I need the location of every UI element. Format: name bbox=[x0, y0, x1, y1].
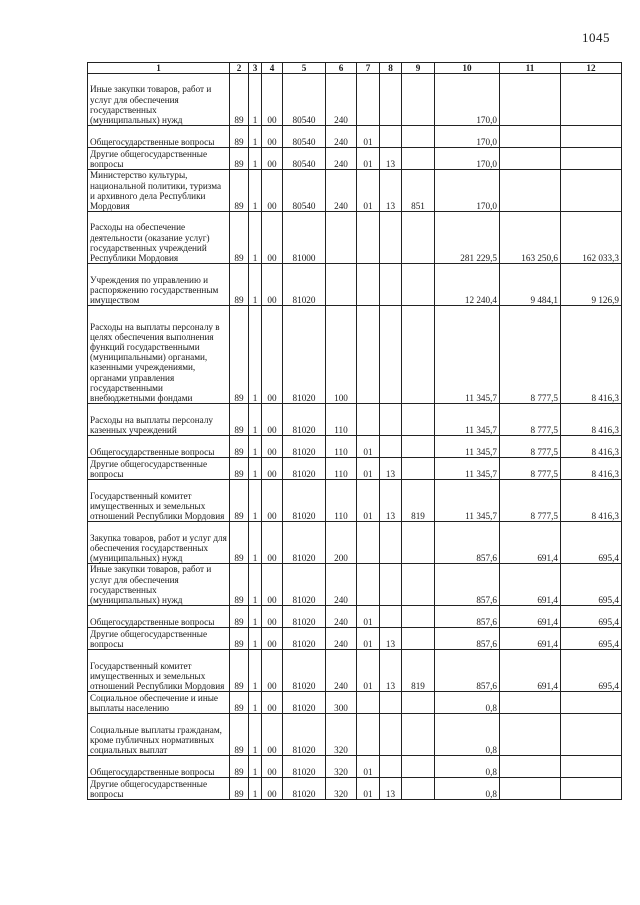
column-header: 5 bbox=[283, 63, 326, 74]
subsection-code-cell bbox=[380, 714, 402, 756]
department-cell bbox=[402, 714, 435, 756]
department-cell bbox=[402, 564, 435, 606]
subsection-cell: 00 bbox=[262, 714, 283, 756]
section-cell: 1 bbox=[249, 650, 262, 692]
amount-col12-cell: 695,4 bbox=[561, 650, 622, 692]
column-header: 11 bbox=[500, 63, 561, 74]
amount-col12-cell bbox=[561, 170, 622, 212]
amount-col10-cell: 11 345,7 bbox=[435, 404, 500, 436]
amount-col10-cell: 170,0 bbox=[435, 170, 500, 212]
target-article-cell: 81020 bbox=[283, 606, 326, 628]
subsection-cell: 00 bbox=[262, 126, 283, 148]
amount-col11-cell: 8 777,5 bbox=[500, 480, 561, 522]
amount-col11-cell bbox=[500, 74, 561, 126]
amount-col12-cell bbox=[561, 148, 622, 170]
table-row bbox=[88, 522, 622, 564]
amount-col11-cell: 691,4 bbox=[500, 650, 561, 692]
target-article-cell: 80540 bbox=[283, 170, 326, 212]
amount-col12-cell: 695,4 bbox=[561, 522, 622, 564]
amount-col10-cell: 0,8 bbox=[435, 714, 500, 756]
amount-col11-cell: 163 250,6 bbox=[500, 212, 561, 264]
expense-type-cell: 240 bbox=[326, 650, 357, 692]
amount-col11-cell bbox=[500, 692, 561, 714]
subsection-cell: 00 bbox=[262, 628, 283, 650]
amount-col12-cell: 695,4 bbox=[561, 564, 622, 606]
expense-type-cell: 100 bbox=[326, 306, 357, 404]
section-code-cell bbox=[357, 564, 380, 606]
column-header: 9 bbox=[402, 63, 435, 74]
target-article-cell: 81020 bbox=[283, 564, 326, 606]
subsection-code-cell: 13 bbox=[380, 480, 402, 522]
grbs-cell: 89 bbox=[230, 458, 249, 480]
section-code-cell: 01 bbox=[357, 126, 380, 148]
expense-type-cell: 200 bbox=[326, 522, 357, 564]
section-code-cell: 01 bbox=[357, 170, 380, 212]
table-row bbox=[88, 692, 622, 714]
amount-col10-cell: 857,6 bbox=[435, 606, 500, 628]
section-cell: 1 bbox=[249, 628, 262, 650]
target-article-cell: 81020 bbox=[283, 628, 326, 650]
amount-col10-cell: 170,0 bbox=[435, 74, 500, 126]
amount-col10-cell: 11 345,7 bbox=[435, 436, 500, 458]
amount-col11-cell bbox=[500, 714, 561, 756]
amount-col10-cell: 170,0 bbox=[435, 126, 500, 148]
amount-col12-cell bbox=[561, 756, 622, 778]
section-cell: 1 bbox=[249, 74, 262, 126]
amount-col10-cell: 0,8 bbox=[435, 692, 500, 714]
amount-col11-cell: 8 777,5 bbox=[500, 436, 561, 458]
grbs-cell: 89 bbox=[230, 148, 249, 170]
row-name-cell: Государственный комитет имущественных и земельных отношений Республики Мордовия bbox=[88, 480, 230, 522]
amount-col12-cell bbox=[561, 692, 622, 714]
amount-col11-cell: 691,4 bbox=[500, 522, 561, 564]
row-name-cell: Социальные выплаты гражданам, кроме публичных нормативных социальных выплат bbox=[88, 714, 230, 756]
amount-col12-cell: 695,4 bbox=[561, 628, 622, 650]
expense-type-cell: 110 bbox=[326, 458, 357, 480]
subsection-code-cell bbox=[380, 564, 402, 606]
department-cell bbox=[402, 692, 435, 714]
department-cell bbox=[402, 522, 435, 564]
section-code-cell: 01 bbox=[357, 778, 380, 800]
row-name-cell: Другие общегосударственные вопросы bbox=[88, 778, 230, 800]
target-article-cell: 81020 bbox=[283, 714, 326, 756]
target-article-cell: 81020 bbox=[283, 692, 326, 714]
row-name-cell: Расходы на выплаты персоналу в целях обеспечения выполнения функций государственными (муниципальными) органами, казенными учреждениями, органами управления государственными внебюджетными фондами bbox=[88, 306, 230, 404]
table-row bbox=[88, 74, 622, 126]
section-code-cell: 01 bbox=[357, 628, 380, 650]
table-row bbox=[88, 264, 622, 306]
expense-type-cell bbox=[326, 212, 357, 264]
target-article-cell: 80540 bbox=[283, 126, 326, 148]
table-row bbox=[88, 436, 622, 458]
department-cell bbox=[402, 264, 435, 306]
amount-col11-cell bbox=[500, 170, 561, 212]
subsection-code-cell bbox=[380, 756, 402, 778]
column-header: 4 bbox=[262, 63, 283, 74]
subsection-cell: 00 bbox=[262, 436, 283, 458]
subsection-cell: 00 bbox=[262, 306, 283, 404]
row-name-cell: Министерство культуры, национальной политики, туризма и архивного дела Республики Мордовия bbox=[88, 170, 230, 212]
amount-col11-cell bbox=[500, 778, 561, 800]
table-row bbox=[88, 480, 622, 522]
subsection-cell: 00 bbox=[262, 480, 283, 522]
section-code-cell: 01 bbox=[357, 606, 380, 628]
section-code-cell: 01 bbox=[357, 756, 380, 778]
department-cell bbox=[402, 458, 435, 480]
subsection-code-cell bbox=[380, 606, 402, 628]
subsection-code-cell bbox=[380, 126, 402, 148]
section-code-cell bbox=[357, 692, 380, 714]
subsection-code-cell bbox=[380, 404, 402, 436]
column-header: 10 bbox=[435, 63, 500, 74]
amount-col10-cell: 11 345,7 bbox=[435, 458, 500, 480]
section-cell: 1 bbox=[249, 212, 262, 264]
target-article-cell: 81020 bbox=[283, 306, 326, 404]
target-article-cell: 81020 bbox=[283, 436, 326, 458]
grbs-cell: 89 bbox=[230, 126, 249, 148]
amount-col11-cell: 8 777,5 bbox=[500, 458, 561, 480]
target-article-cell: 81020 bbox=[283, 480, 326, 522]
grbs-cell: 89 bbox=[230, 74, 249, 126]
table-row bbox=[88, 306, 622, 404]
amount-col11-cell bbox=[500, 756, 561, 778]
table-row bbox=[88, 212, 622, 264]
expense-type-cell: 240 bbox=[326, 564, 357, 606]
subsection-cell: 00 bbox=[262, 264, 283, 306]
table-row bbox=[88, 458, 622, 480]
section-code-cell bbox=[357, 74, 380, 126]
amount-col10-cell: 0,8 bbox=[435, 756, 500, 778]
subsection-code-cell bbox=[380, 306, 402, 404]
department-cell bbox=[402, 756, 435, 778]
table-row bbox=[88, 404, 622, 436]
table-row bbox=[88, 650, 622, 692]
table-row bbox=[88, 714, 622, 756]
subsection-cell: 00 bbox=[262, 692, 283, 714]
expense-type-cell: 320 bbox=[326, 756, 357, 778]
amount-col12-cell bbox=[561, 778, 622, 800]
department-cell bbox=[402, 306, 435, 404]
amount-col12-cell bbox=[561, 714, 622, 756]
target-article-cell: 81020 bbox=[283, 522, 326, 564]
table-row bbox=[88, 126, 622, 148]
section-cell: 1 bbox=[249, 148, 262, 170]
subsection-cell: 00 bbox=[262, 74, 283, 126]
subsection-cell: 00 bbox=[262, 458, 283, 480]
subsection-cell: 00 bbox=[262, 606, 283, 628]
grbs-cell: 89 bbox=[230, 306, 249, 404]
column-header: 2 bbox=[230, 63, 249, 74]
amount-col10-cell: 857,6 bbox=[435, 628, 500, 650]
target-article-cell: 81020 bbox=[283, 264, 326, 306]
grbs-cell: 89 bbox=[230, 170, 249, 212]
expense-type-cell: 110 bbox=[326, 436, 357, 458]
grbs-cell: 89 bbox=[230, 606, 249, 628]
grbs-cell: 89 bbox=[230, 756, 249, 778]
amount-col12-cell bbox=[561, 126, 622, 148]
column-header: 7 bbox=[357, 63, 380, 74]
amount-col12-cell bbox=[561, 74, 622, 126]
row-name-cell: Общегосударственные вопросы bbox=[88, 436, 230, 458]
amount-col12-cell: 8 416,3 bbox=[561, 480, 622, 522]
row-name-cell: Иные закупки товаров, работ и услуг для обеспечения государственных (муниципальных) нужд bbox=[88, 564, 230, 606]
grbs-cell: 89 bbox=[230, 692, 249, 714]
amount-col11-cell: 8 777,5 bbox=[500, 404, 561, 436]
subsection-cell: 00 bbox=[262, 148, 283, 170]
department-cell: 819 bbox=[402, 650, 435, 692]
row-name-cell: Общегосударственные вопросы bbox=[88, 606, 230, 628]
department-cell bbox=[402, 606, 435, 628]
section-code-cell: 01 bbox=[357, 148, 380, 170]
amount-col11-cell: 691,4 bbox=[500, 628, 561, 650]
expense-type-cell: 240 bbox=[326, 148, 357, 170]
grbs-cell: 89 bbox=[230, 628, 249, 650]
section-code-cell bbox=[357, 714, 380, 756]
amount-col10-cell: 11 345,7 bbox=[435, 480, 500, 522]
section-cell: 1 bbox=[249, 714, 262, 756]
amount-col10-cell: 857,6 bbox=[435, 650, 500, 692]
target-article-cell: 81000 bbox=[283, 212, 326, 264]
grbs-cell: 89 bbox=[230, 480, 249, 522]
expense-type-cell: 110 bbox=[326, 480, 357, 522]
department-cell bbox=[402, 148, 435, 170]
target-article-cell: 80540 bbox=[283, 148, 326, 170]
subsection-cell: 00 bbox=[262, 404, 283, 436]
subsection-code-cell: 13 bbox=[380, 778, 402, 800]
row-name-cell: Учреждения по управлению и распоряжению государственным имуществом bbox=[88, 264, 230, 306]
section-code-cell bbox=[357, 306, 380, 404]
subsection-code-cell: 13 bbox=[380, 148, 402, 170]
expense-type-cell: 300 bbox=[326, 692, 357, 714]
amount-col10-cell: 857,6 bbox=[435, 564, 500, 606]
section-code-cell: 01 bbox=[357, 458, 380, 480]
amount-col10-cell: 170,0 bbox=[435, 148, 500, 170]
grbs-cell: 89 bbox=[230, 778, 249, 800]
subsection-cell: 00 bbox=[262, 170, 283, 212]
section-cell: 1 bbox=[249, 606, 262, 628]
amount-col12-cell: 8 416,3 bbox=[561, 436, 622, 458]
expense-type-cell: 320 bbox=[326, 714, 357, 756]
subsection-cell: 00 bbox=[262, 522, 283, 564]
expense-type-cell: 240 bbox=[326, 606, 357, 628]
grbs-cell: 89 bbox=[230, 264, 249, 306]
department-cell bbox=[402, 628, 435, 650]
subsection-code-cell bbox=[380, 212, 402, 264]
subsection-cell: 00 bbox=[262, 650, 283, 692]
section-cell: 1 bbox=[249, 126, 262, 148]
header-row bbox=[88, 63, 622, 74]
grbs-cell: 89 bbox=[230, 650, 249, 692]
section-cell: 1 bbox=[249, 778, 262, 800]
department-cell bbox=[402, 126, 435, 148]
amount-col12-cell: 162 033,3 bbox=[561, 212, 622, 264]
section-code-cell bbox=[357, 522, 380, 564]
expense-type-cell: 240 bbox=[326, 628, 357, 650]
subsection-code-cell bbox=[380, 692, 402, 714]
row-name-cell: Иные закупки товаров, работ и услуг для обеспечения государственных (муниципальных) нужд bbox=[88, 74, 230, 126]
target-article-cell: 80540 bbox=[283, 74, 326, 126]
grbs-cell: 89 bbox=[230, 564, 249, 606]
expense-type-cell: 320 bbox=[326, 778, 357, 800]
subsection-cell: 00 bbox=[262, 756, 283, 778]
table-row bbox=[88, 564, 622, 606]
row-name-cell: Расходы на выплаты персоналу казенных учреждений bbox=[88, 404, 230, 436]
section-cell: 1 bbox=[249, 480, 262, 522]
subsection-code-cell bbox=[380, 74, 402, 126]
row-name-cell: Другие общегосударственные вопросы bbox=[88, 628, 230, 650]
grbs-cell: 89 bbox=[230, 714, 249, 756]
budget-table bbox=[87, 62, 622, 800]
department-cell: 851 bbox=[402, 170, 435, 212]
target-article-cell: 81020 bbox=[283, 778, 326, 800]
row-name-cell: Другие общегосударственные вопросы bbox=[88, 148, 230, 170]
amount-col12-cell: 695,4 bbox=[561, 606, 622, 628]
grbs-cell: 89 bbox=[230, 404, 249, 436]
subsection-cell: 00 bbox=[262, 778, 283, 800]
column-header: 12 bbox=[561, 63, 622, 74]
amount-col11-cell: 8 777,5 bbox=[500, 306, 561, 404]
section-code-cell: 01 bbox=[357, 650, 380, 692]
section-code-cell: 01 bbox=[357, 480, 380, 522]
department-cell bbox=[402, 436, 435, 458]
department-cell: 819 bbox=[402, 480, 435, 522]
row-name-cell: Другие общегосударственные вопросы bbox=[88, 458, 230, 480]
section-code-cell bbox=[357, 212, 380, 264]
column-header: 1 bbox=[88, 63, 230, 74]
department-cell bbox=[402, 404, 435, 436]
target-article-cell: 81020 bbox=[283, 650, 326, 692]
department-cell bbox=[402, 74, 435, 126]
section-code-cell: 01 bbox=[357, 436, 380, 458]
amount-col10-cell: 0,8 bbox=[435, 778, 500, 800]
subsection-code-cell: 13 bbox=[380, 628, 402, 650]
column-header: 8 bbox=[380, 63, 402, 74]
section-code-cell bbox=[357, 404, 380, 436]
row-name-cell: Государственный комитет имущественных и земельных отношений Республики Мордовия bbox=[88, 650, 230, 692]
section-cell: 1 bbox=[249, 306, 262, 404]
amount-col12-cell: 8 416,3 bbox=[561, 458, 622, 480]
expense-type-cell: 110 bbox=[326, 404, 357, 436]
section-cell: 1 bbox=[249, 170, 262, 212]
page-number: 1045 bbox=[582, 30, 610, 45]
table-row bbox=[88, 778, 622, 800]
amount-col10-cell: 11 345,7 bbox=[435, 306, 500, 404]
table-row bbox=[88, 148, 622, 170]
column-header: 3 bbox=[249, 63, 262, 74]
section-cell: 1 bbox=[249, 756, 262, 778]
amount-col10-cell: 12 240,4 bbox=[435, 264, 500, 306]
table-row bbox=[88, 628, 622, 650]
amount-col10-cell: 857,6 bbox=[435, 522, 500, 564]
amount-col11-cell: 9 484,1 bbox=[500, 264, 561, 306]
table-row bbox=[88, 756, 622, 778]
subsection-code-cell bbox=[380, 264, 402, 306]
amount-col11-cell bbox=[500, 148, 561, 170]
row-name-cell: Закупка товаров, работ и услуг для обеспечения государственных (муниципальных) нужд bbox=[88, 522, 230, 564]
subsection-code-cell bbox=[380, 436, 402, 458]
expense-type-cell: 240 bbox=[326, 126, 357, 148]
table-row bbox=[88, 606, 622, 628]
expense-type-cell: 240 bbox=[326, 170, 357, 212]
section-cell: 1 bbox=[249, 692, 262, 714]
grbs-cell: 89 bbox=[230, 436, 249, 458]
expense-type-cell: 240 bbox=[326, 74, 357, 126]
section-cell: 1 bbox=[249, 522, 262, 564]
amount-col11-cell: 691,4 bbox=[500, 564, 561, 606]
amount-col12-cell: 8 416,3 bbox=[561, 306, 622, 404]
table-row bbox=[88, 170, 622, 212]
section-cell: 1 bbox=[249, 564, 262, 606]
section-cell: 1 bbox=[249, 458, 262, 480]
subsection-cell: 00 bbox=[262, 212, 283, 264]
section-cell: 1 bbox=[249, 264, 262, 306]
amount-col11-cell: 691,4 bbox=[500, 606, 561, 628]
grbs-cell: 89 bbox=[230, 522, 249, 564]
grbs-cell: 89 bbox=[230, 212, 249, 264]
department-cell bbox=[402, 778, 435, 800]
amount-col10-cell: 281 229,5 bbox=[435, 212, 500, 264]
target-article-cell: 81020 bbox=[283, 756, 326, 778]
row-name-cell: Социальное обеспечение и иные выплаты населению bbox=[88, 692, 230, 714]
row-name-cell: Расходы на обеспечение деятельности (оказание услуг) государственных учреждений Республики Мордовия bbox=[88, 212, 230, 264]
amount-col11-cell bbox=[500, 126, 561, 148]
row-name-cell: Общегосударственные вопросы bbox=[88, 126, 230, 148]
target-article-cell: 81020 bbox=[283, 404, 326, 436]
subsection-code-cell: 13 bbox=[380, 650, 402, 692]
target-article-cell: 81020 bbox=[283, 458, 326, 480]
department-cell bbox=[402, 212, 435, 264]
section-code-cell bbox=[357, 264, 380, 306]
amount-col12-cell: 8 416,3 bbox=[561, 404, 622, 436]
subsection-cell: 00 bbox=[262, 564, 283, 606]
row-name-cell: Общегосударственные вопросы bbox=[88, 756, 230, 778]
expense-type-cell bbox=[326, 264, 357, 306]
section-cell: 1 bbox=[249, 404, 262, 436]
subsection-code-cell bbox=[380, 522, 402, 564]
section-cell: 1 bbox=[249, 436, 262, 458]
column-header: 6 bbox=[326, 63, 357, 74]
subsection-code-cell: 13 bbox=[380, 170, 402, 212]
amount-col12-cell: 9 126,9 bbox=[561, 264, 622, 306]
subsection-code-cell: 13 bbox=[380, 458, 402, 480]
